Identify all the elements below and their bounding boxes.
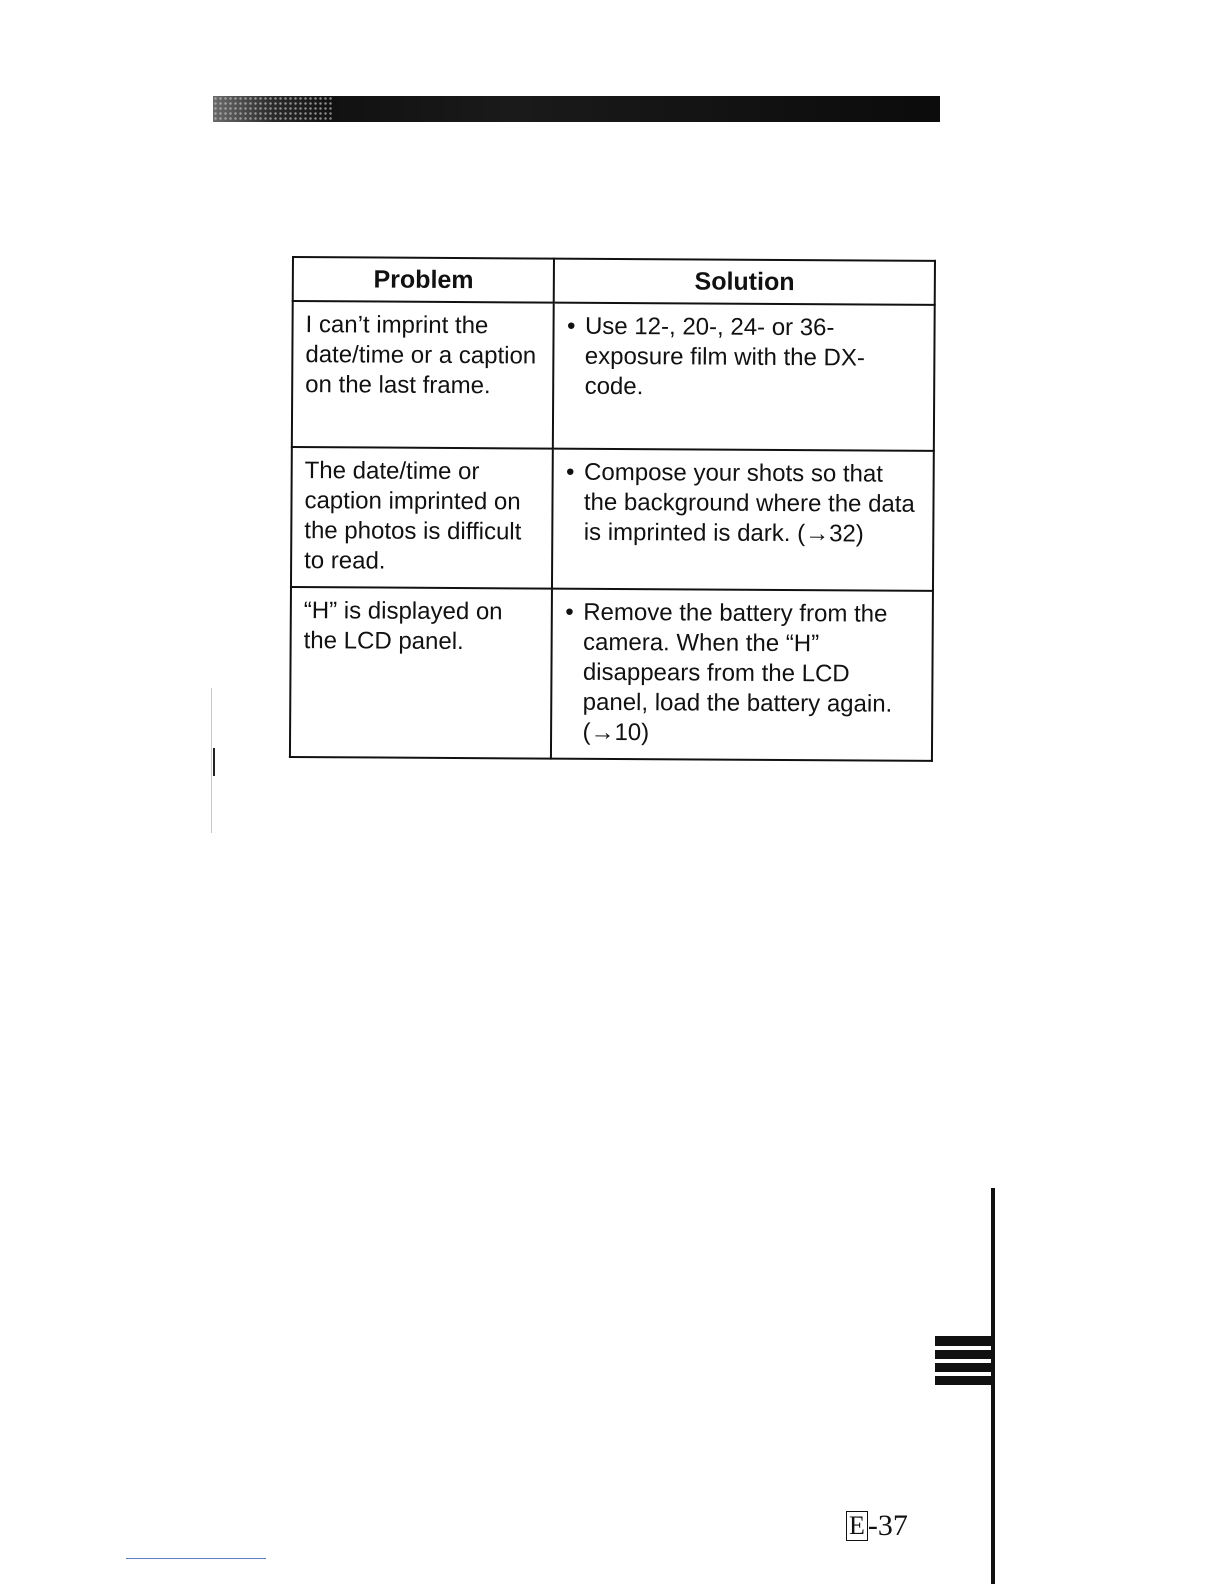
page-number-suffix: -37 [867,1509,908,1542]
bullet-icon: • [566,312,576,340]
scan-margin-line [211,688,212,833]
solution-text: Compose your shots so that the background where the data is imprinted is dark. (→32) [583,458,915,548]
table-row [292,301,935,451]
scan-margin-tick [213,748,215,776]
troubleshooting-table [289,256,936,762]
bullet-icon: • [565,598,574,626]
solution-cell [553,303,934,451]
table-row [291,447,934,591]
section-thumb-tab [935,1336,995,1386]
problem-cell: I can’t imprint the date/time or a caption on the last frame. [292,301,554,449]
solution-cell [552,449,933,591]
solution-text: Remove the battery from the camera. When the “H” disappears from the LCD panel, load the battery again. (→10) [582,598,893,747]
page-edge-bar [991,1188,995,1584]
problem-cell: The date/time or caption imprinted on the photos is difficult to read. [291,447,553,589]
table-header-row [293,257,935,305]
problem-cell: “H” is displayed on the LCD panel. [290,587,552,759]
bottom-rule [126,1558,266,1559]
table-row [290,587,933,761]
header-bar-texture [213,96,333,122]
solution-cell [551,589,933,761]
solution-text: Use 12-, 20-, 24- or 36-exposure film with the DX-code. [584,312,866,401]
solution-column-header: Solution [554,259,935,305]
page-letter-box: E [846,1511,868,1541]
problem-column-header: Problem [293,257,555,303]
section-header-bar [213,96,940,122]
bullet-icon: • [566,458,575,486]
page-number [846,1509,908,1543]
